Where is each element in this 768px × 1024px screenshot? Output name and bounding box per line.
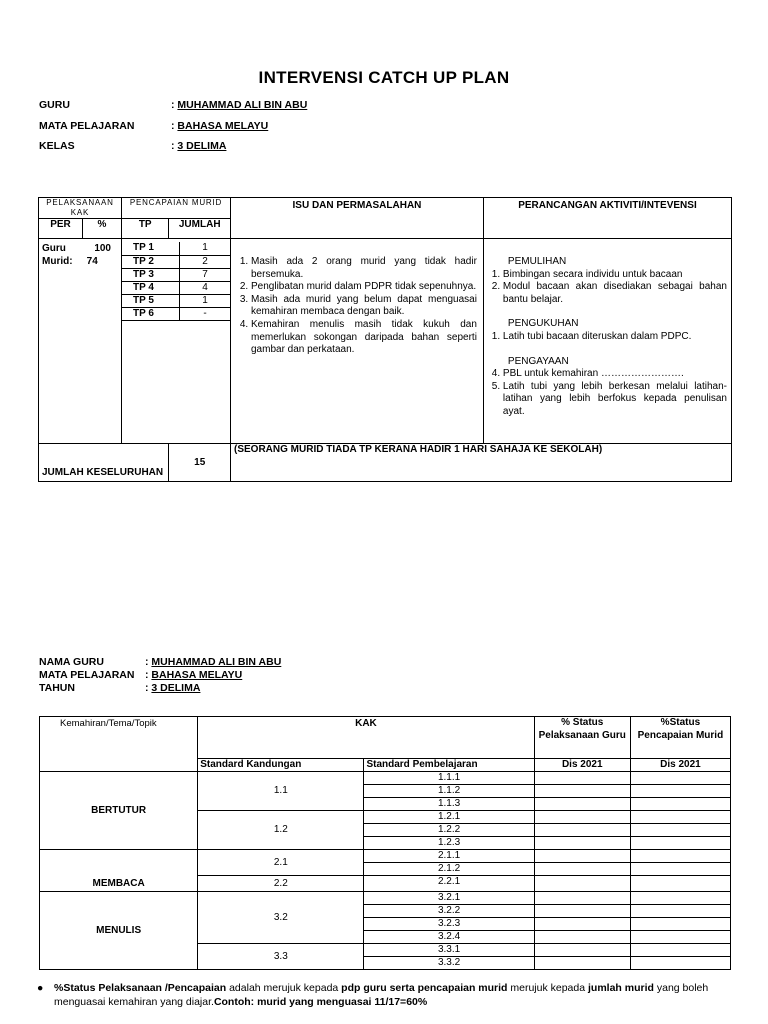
sp-cell: 3.2.3: [364, 918, 534, 931]
pemulihan-list: [488, 269, 727, 307]
tp-value: 1: [180, 242, 231, 255]
tp-value: 2: [180, 255, 231, 268]
group-menulis: MENULIS: [40, 892, 198, 970]
sp-cell: 1.2.3: [364, 837, 534, 850]
isu-header: ISU DAN PERMASALAHAN: [231, 198, 484, 239]
sp-cell: 3.3.2: [364, 957, 534, 970]
sk-cell: 2.1: [198, 850, 364, 876]
status-murid-cell: [630, 892, 730, 905]
sp-cell: 3.2.1: [364, 892, 534, 905]
tp-label: TP 2: [122, 255, 180, 268]
pengayaan-item: 4. PBL untuk kemahiran …………………….: [503, 368, 727, 381]
tp-value: 1: [180, 294, 231, 307]
jumlah-keseluruhan-value: 15: [169, 444, 231, 482]
mata-pelajaran2-label: MATA PELAJARAN: [39, 669, 135, 681]
status-murid-cell: [630, 905, 730, 918]
kelas-label: KELAS: [39, 140, 75, 152]
status-guru-cell: [534, 863, 630, 876]
status-murid-cell: [630, 837, 730, 850]
kak-header: KAK: [198, 717, 534, 759]
per-header: PER: [39, 219, 83, 239]
dis-2021-murid-header: Dis 2021: [630, 759, 730, 772]
sp-cell: 3.2.4: [364, 931, 534, 944]
header2-info: [39, 656, 739, 696]
status-murid-cell: [630, 798, 730, 811]
isu-item: 2. Penglibatan murid dalam PDPR tidak sepenuhnya.: [251, 281, 477, 294]
isu-item: 3. Masih ada murid yang belum dapat menguasai kemahiran membaca dengan baik.: [251, 294, 477, 319]
intervention-table: [38, 197, 732, 482]
jumlah-header: JUMLAH: [169, 219, 231, 239]
status-murid-cell: [630, 772, 730, 785]
status-guru-cell: [534, 837, 630, 850]
sp-cell: 1.1.3: [364, 798, 534, 811]
sk-cell: 1.2: [198, 811, 364, 850]
guru-row-label: Guru: [42, 243, 66, 254]
pencapaian-cell: [122, 239, 231, 444]
sk-cell: 3.3: [198, 944, 364, 970]
status-guru-cell: [534, 905, 630, 918]
sp-cell: 2.2.1: [364, 876, 534, 892]
pengukuhan-list: [488, 331, 727, 344]
tp-header: TP: [122, 219, 169, 239]
isu-list: [235, 256, 477, 357]
status-guru-cell: [534, 944, 630, 957]
perancangan-cell: [483, 239, 731, 444]
sp-cell: 3.2.2: [364, 905, 534, 918]
status-murid-cell: [630, 824, 730, 837]
guru-value: : MUHAMMAD ALI BIN ABU: [171, 99, 308, 111]
status-guru-cell: [534, 811, 630, 824]
kak-status-table: [39, 716, 731, 970]
pemulihan-item: 1. Bimbingan secara individu untuk bacaan: [503, 269, 727, 282]
pengayaan-item: 5. Latih tubi yang lebih berkesan melalui latihan-latihan yang lebih berfokus kepada penulisan ayat.: [503, 381, 727, 419]
tp-label: TP 3: [122, 268, 180, 281]
sp-cell: 1.2.1: [364, 811, 534, 824]
standard-kandungan-header: Standard Kandungan: [198, 759, 364, 772]
percent-header: %: [83, 219, 122, 239]
pengukuhan-item: 1. Latih tubi bacaan diteruskan dalam PDPC.: [503, 331, 727, 344]
status-murid-cell: [630, 944, 730, 957]
page-title: INTERVENSI CATCH UP PLAN: [258, 68, 510, 87]
murid-row-label: Murid:: [42, 256, 73, 267]
status-guru-header: % Status Pelaksanaan Guru: [534, 717, 630, 759]
mata-pelajaran-value: : BAHASA MELAYU: [171, 120, 269, 132]
tp-label: TP 1: [133, 242, 154, 253]
kemahiran-header: Kemahiran/Tema/Topik: [40, 717, 198, 772]
sk-cell: 1.1: [198, 772, 364, 811]
tp-value: -: [180, 307, 231, 320]
pencapaian-murid-header: PENCAPAIAN MURID: [122, 198, 231, 219]
status-murid-cell: [630, 850, 730, 863]
murid-count: 74: [86, 256, 98, 267]
tahun-label: TAHUN: [39, 682, 75, 694]
sp-cell: 1.1.2: [364, 785, 534, 798]
perancangan-header: PERANCANGAN AKTIVITI/INTEVENSI: [483, 198, 731, 239]
isu-cell: [231, 239, 484, 444]
tp-label: TP 4: [122, 281, 180, 294]
guru-percent: 100: [94, 243, 111, 254]
sp-cell: 1.2.2: [364, 824, 534, 837]
status-guru-cell: [534, 918, 630, 931]
pengayaan-title: PENGAYAAN: [507, 355, 569, 367]
dis-2021-guru-header: Dis 2021: [534, 759, 630, 772]
sp-cell: 1.1.1: [364, 772, 534, 785]
nama-guru-label: NAMA GURU: [39, 656, 104, 668]
sk-cell: 3.2: [198, 892, 364, 944]
isu-item: 4. Kemahiran menulis masih tidak kukuh dan memerlukan sokongan daripada bahan seperti gambar dan perkataan.: [251, 319, 477, 357]
status-guru-cell: [534, 798, 630, 811]
standard-pembelajaran-header: Standard Pembelajaran: [364, 759, 534, 772]
tp-label: TP 5: [122, 294, 180, 307]
status-guru-cell: [534, 892, 630, 905]
group-membaca: MEMBACA: [40, 850, 198, 892]
status-guru-cell: [534, 824, 630, 837]
status-murid-cell: [630, 918, 730, 931]
footnote: ● %Status Pelaksanaan /Pencapaian adalah merujuk kepada pdp guru serta pencapaian murid merujuk kepada jumlah murid yang boleh menguasai kemahiran yang diajar.Contoh: murid yang menguasai 11/17=60%: [37, 982, 709, 1008]
tp-value: 7: [180, 268, 231, 281]
status-guru-cell: [534, 957, 630, 970]
pengukuhan-title: PENGUKUHAN: [507, 318, 579, 330]
mata-pelajaran-label: MATA PELAJARAN: [39, 120, 135, 132]
mata-pelajaran2-value: : BAHASA MELAYU: [145, 669, 243, 681]
tp-value: 4: [180, 281, 231, 294]
pengayaan-list: [488, 368, 727, 418]
status-guru-cell: [534, 931, 630, 944]
kelas-value: : 3 DELIMA: [171, 140, 227, 152]
jumlah-keseluruhan-label: JUMLAH KESELURUHAN: [39, 444, 169, 482]
status-guru-cell: [534, 785, 630, 798]
absence-note: (SEORANG MURID TIADA TP KERANA HADIR 1 HARI SAHAJA KE SEKOLAH): [231, 444, 732, 482]
isu-item: 1. Masih ada 2 orang murid yang tidak hadir bersemuka.: [251, 256, 477, 281]
status-murid-cell: [630, 876, 730, 892]
status-murid-cell: [630, 931, 730, 944]
status-murid-cell: [630, 863, 730, 876]
sp-cell: 2.1.1: [364, 850, 534, 863]
guru-label: GURU: [39, 99, 70, 111]
status-guru-cell: [534, 850, 630, 863]
pemulihan-title: PEMULIHAN: [507, 256, 567, 267]
status-guru-cell: [534, 772, 630, 785]
pelaksanaan-cell: [39, 239, 122, 444]
header-info: [39, 99, 739, 159]
group-bertutur: BERTUTUR: [40, 772, 198, 850]
nama-guru-value: : MUHAMMAD ALI BIN ABU: [145, 656, 282, 668]
sp-cell: 3.3.1: [364, 944, 534, 957]
pemulihan-item: 2. Modul bacaan akan disediakan sebagai bahan bantu belajar.: [503, 281, 727, 306]
status-murid-header: %Status Pencapaian Murid: [630, 717, 730, 759]
status-murid-cell: [630, 785, 730, 798]
tp-label: TP 6: [122, 307, 180, 320]
bullet-icon: ●: [37, 982, 44, 994]
status-murid-cell: [630, 957, 730, 970]
status-guru-cell: [534, 876, 630, 892]
tahun-value: : 3 DELIMA: [145, 682, 201, 694]
status-murid-cell: [630, 811, 730, 824]
pelaksanaan-kak-header: PELAKSANAAN KAK: [39, 198, 122, 219]
sk-cell: 2.2: [198, 876, 364, 892]
sp-cell: 2.1.2: [364, 863, 534, 876]
